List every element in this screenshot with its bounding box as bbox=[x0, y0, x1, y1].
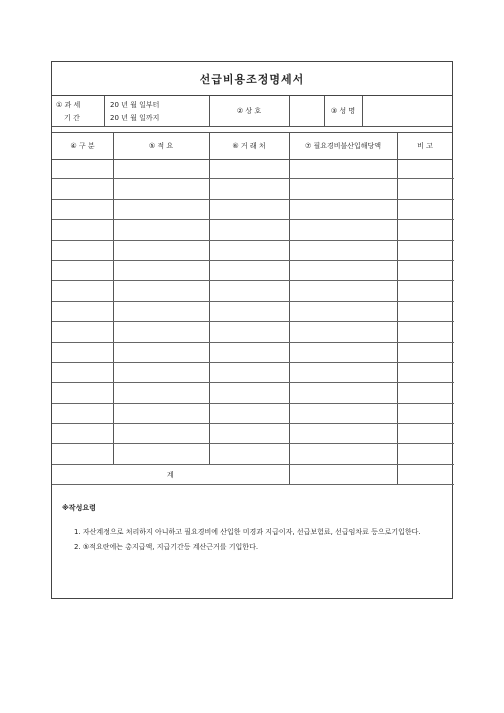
form-title: 선급비용조정명세서 bbox=[52, 62, 452, 96]
table-cell[interactable] bbox=[289, 444, 397, 464]
table-cell[interactable] bbox=[397, 301, 454, 321]
column-header-disallowed-amount: ⑦ 필요경비불산입해당액 bbox=[304, 141, 382, 150]
table-cell[interactable] bbox=[52, 281, 113, 301]
table-cell[interactable] bbox=[113, 220, 209, 240]
table-row bbox=[52, 322, 454, 342]
table-cell[interactable] bbox=[397, 260, 454, 280]
table-row bbox=[52, 260, 454, 280]
guide-title: ※작성요령 bbox=[62, 504, 96, 512]
table-cell[interactable] bbox=[397, 444, 454, 464]
table-cell[interactable] bbox=[289, 403, 397, 423]
period-from-field[interactable]: 20 년 월 일부터 bbox=[110, 100, 160, 109]
table-cell[interactable] bbox=[113, 159, 209, 179]
company-field[interactable] bbox=[290, 96, 324, 126]
table-row bbox=[52, 199, 454, 219]
table-cell[interactable] bbox=[52, 424, 113, 444]
column-header-category: ④ 구 분 bbox=[70, 141, 95, 150]
table-cell[interactable] bbox=[289, 301, 397, 321]
table-cell[interactable] bbox=[289, 199, 397, 219]
table-row bbox=[52, 281, 454, 301]
table-cell[interactable] bbox=[52, 179, 113, 199]
table-cell[interactable] bbox=[397, 342, 454, 362]
column-header-remarks: 비 고 bbox=[417, 141, 433, 150]
table-row bbox=[52, 383, 454, 403]
table-row bbox=[52, 362, 454, 382]
table-cell[interactable] bbox=[289, 383, 397, 403]
name-field[interactable] bbox=[363, 96, 453, 126]
table-cell[interactable] bbox=[52, 220, 113, 240]
table-cell[interactable] bbox=[113, 403, 209, 423]
table-cell[interactable] bbox=[289, 322, 397, 342]
table-cell[interactable] bbox=[397, 281, 454, 301]
table-cell[interactable] bbox=[209, 424, 289, 444]
table-cell[interactable] bbox=[289, 159, 397, 179]
table-cell[interactable] bbox=[397, 220, 454, 240]
table-cell[interactable] bbox=[113, 240, 209, 260]
guide-item: 1. 자산계정으로 처리하지 아니하고 필요경비에 산입한 미경과 지급이자, 선급보험료, 선급임차료 등으로기입한다. bbox=[74, 528, 421, 536]
table-cell[interactable] bbox=[209, 240, 289, 260]
table-cell[interactable] bbox=[113, 362, 209, 382]
table-row bbox=[52, 179, 454, 199]
table-cell[interactable] bbox=[113, 424, 209, 444]
divider bbox=[52, 126, 452, 127]
table-cell[interactable] bbox=[397, 322, 454, 342]
table-cell[interactable] bbox=[209, 260, 289, 280]
period-label-bottom: 기 간 bbox=[64, 113, 80, 122]
table-cell[interactable] bbox=[397, 240, 454, 260]
table-cell[interactable] bbox=[289, 342, 397, 362]
table-cell[interactable] bbox=[113, 342, 209, 362]
table-cell[interactable] bbox=[397, 179, 454, 199]
table-row bbox=[52, 403, 454, 423]
table-cell[interactable] bbox=[209, 444, 289, 464]
table-cell[interactable] bbox=[209, 220, 289, 240]
table-cell[interactable] bbox=[113, 199, 209, 219]
table-cell[interactable] bbox=[209, 281, 289, 301]
table-cell[interactable] bbox=[289, 240, 397, 260]
table-cell[interactable] bbox=[52, 260, 113, 280]
period-label-top: ① 과 세 bbox=[56, 100, 81, 109]
table-row bbox=[52, 444, 454, 464]
table-cell[interactable] bbox=[209, 362, 289, 382]
table-cell[interactable] bbox=[113, 179, 209, 199]
table-cell[interactable] bbox=[289, 281, 397, 301]
table-cell[interactable] bbox=[397, 424, 454, 444]
table-cell[interactable] bbox=[52, 342, 113, 362]
table-row bbox=[52, 424, 454, 444]
table-cell[interactable] bbox=[289, 362, 397, 382]
total-remarks-field[interactable] bbox=[397, 464, 454, 484]
adjustment-form bbox=[51, 61, 453, 599]
table-cell[interactable] bbox=[52, 199, 113, 219]
table-cell[interactable] bbox=[209, 403, 289, 423]
table-cell[interactable] bbox=[289, 260, 397, 280]
table-cell[interactable] bbox=[52, 322, 113, 342]
table-row bbox=[52, 301, 454, 321]
table-row bbox=[52, 342, 454, 362]
table-cell[interactable] bbox=[289, 179, 397, 199]
table-cell[interactable] bbox=[52, 240, 113, 260]
column-header-description: ⑤ 적 요 bbox=[148, 141, 174, 150]
table-cell[interactable] bbox=[209, 199, 289, 219]
table-cell[interactable] bbox=[113, 301, 209, 321]
table-cell[interactable] bbox=[397, 199, 454, 219]
table-cell[interactable] bbox=[113, 281, 209, 301]
table-cell[interactable] bbox=[397, 403, 454, 423]
table-cell[interactable] bbox=[52, 362, 113, 382]
detail-table bbox=[52, 159, 454, 485]
table-cell[interactable] bbox=[52, 159, 113, 179]
total-row bbox=[52, 464, 454, 484]
period-to-field[interactable]: 20 년 월 일까지 bbox=[110, 113, 160, 122]
divider bbox=[104, 96, 105, 126]
table-cell[interactable] bbox=[209, 342, 289, 362]
table-cell[interactable] bbox=[209, 383, 289, 403]
total-amount-field[interactable] bbox=[289, 464, 397, 484]
table-cell[interactable] bbox=[113, 383, 209, 403]
table-row bbox=[52, 159, 454, 179]
table-cell[interactable] bbox=[209, 179, 289, 199]
name-label: ③ 성 명 bbox=[330, 107, 356, 115]
table-cell[interactable] bbox=[289, 220, 397, 240]
table-cell[interactable] bbox=[52, 383, 113, 403]
table-cell[interactable] bbox=[397, 383, 454, 403]
total-label: 계 bbox=[52, 464, 289, 484]
guide-item: 2. ⑤적요란에는 총지급액, 지급기간등 계산근거를 기입한다. bbox=[74, 543, 259, 551]
table-cell[interactable] bbox=[113, 444, 209, 464]
table-cell[interactable] bbox=[113, 260, 209, 280]
company-label: ② 상 호 bbox=[236, 107, 262, 115]
table-cell[interactable] bbox=[52, 301, 113, 321]
table-cell[interactable] bbox=[113, 322, 209, 342]
table-cell[interactable] bbox=[397, 159, 454, 179]
table-cell[interactable] bbox=[52, 444, 113, 464]
table-cell[interactable] bbox=[209, 301, 289, 321]
writing-guide bbox=[52, 489, 452, 599]
table-cell[interactable] bbox=[209, 322, 289, 342]
table-cell[interactable] bbox=[397, 362, 454, 382]
table-cell[interactable] bbox=[289, 424, 397, 444]
table-cell[interactable] bbox=[209, 159, 289, 179]
table-cell[interactable] bbox=[52, 403, 113, 423]
column-header-vendor: ⑥ 거 래 처 bbox=[232, 141, 266, 150]
table-row bbox=[52, 240, 454, 260]
table-row bbox=[52, 220, 454, 240]
